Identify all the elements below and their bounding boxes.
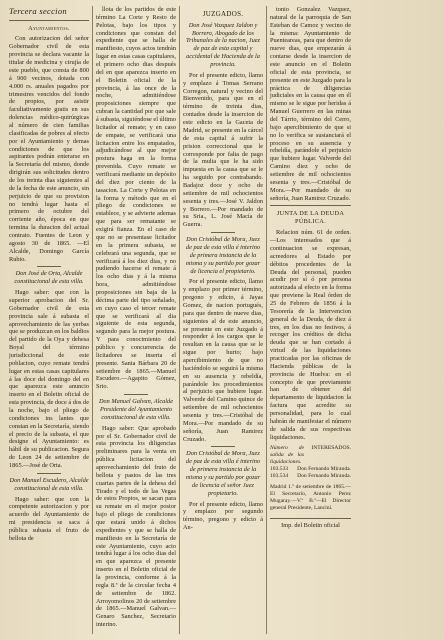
divider [124,394,148,395]
table-row [270,473,351,480]
table-header-row [270,445,351,466]
divider [37,266,61,267]
section-title: Tercera seccion [9,6,67,16]
table-cell-num: 103.533 [270,466,289,473]
notice-paragraph: Por el presente edicto, llamo y emplazo por primer término, pregono y edicto, á Jayas Gomez, de nacion portugués, para que dentro de nueve dias, siguientes al de este anuncio, se presente en este Juzgado á responder á los cargos que le resultan en la causa que se le sigue por hurto; bajo apercibimiento de que no haciéndolo se seguirá la misma en su ausencia y rebeldía, parándole los procedimientos al perjuicio que hubiere lugar. Valverde del Camino quince de setiembre de mil ochocientos sesenta y tres.—Cristóbal de Mora.—Por mandado de su señoría, Juan Ramirez Cruzado. [183,278,263,443]
notice-paragraph: Por el presente edicto, llamo y emplazo por segundo término, pregono y edicto á An- [183,500,263,532]
notice-paragraph: llota de los partidos de este término La Corte y Resto de Pelotas, bajo los tipos y condiciones que constan del expediente que se halla de manifiesto, cuyos actos tendrán lugar en estas casas capitulares, el primero ocho dias después del en que aparezca inserto en el Boletin oficial de la provincia, á las once de la noche, admitiéndose proposiciones siempre que cubran la cantidad por que sale á subasta, siguiéndose el último licitador al remate; y en caso de empate, se verificará una licitacion entre los empatados, adjudicándose al que mejor postura haga en la forma prevenida. Cuyo remate se verificará mediante un depósito del diez por ciento de la tasacion. La Corte y Pelotas en la forma y método que en el pliego de condiciones se establece, y se advierte ademas que para ser rematante se exigirá fianza. En el caso de que no se presentase licitador en la primera subasta, se celebrará una segunda, que se verificará á los diez dias, y no pudiendo hacerse el remate á los ocho dias y á la misma hora, admitiéndose proposiciones sin baja de la décima parte del tipo señalado, en cuyo caso el tercer remate que se verificará al dia siguiente de esta segunda, segundo para la mejor postura. Y para conocimiento del público y concurrencia de licitadores se inserta el presente. Santa Bárbara 20 de setiembre de 1865.—Manuel Escudero.—Agapito Gómez, Srio. [96,6,176,391]
table-footnote: Madrid 1.º de setiembre de 1865.—El Secretario, Antonio Perez Mugaray.—V.º B.º—El Director general Presidente, Lancini. [270,484,351,512]
table-label: Número de salida de las liquidaciones. [270,445,304,466]
notice-paragraph: Hago saber: Que aprobado por el Sr. Gobernador civil de esta provincia los diligencias preliminares para la venta en pública licitacion del aprovechamiento del fruto de bellota y pastos de las tres cuartas partes de la dehesa del Tirado y el todo de las Vegas de estos Propios, se sacan para su remate en el mejor postor bajo el pliego de condiciones que estará unido á dichos expedientes y que se halla de manifiesto en la Secretaría de este Ayuntamiento, cuyo acto tendrá lugar á los ocho dias del en que aparezca el presente inserto en el Boletin oficial de la provincia, conforme á la regla 8.ª de la circular fecha 4 de setiembre de 1862. Arroyomolinos 20 de setiembre de 1865.—Manuel Galvan.—Genaro Sanchez, Secretario interino. [96,424,176,629]
notice-paragraph: Hago saber: que con la competente autorizacion y por acuerdo del Ayuntamiento de mi presidencia se saca á pública subasta el fruto de bellota de [9,495,89,542]
notice-intro: Don Manuel Galvan, Alcalde Presidente del Ayuntamiento constitucional de esta villa. [98,398,174,421]
column-2 [93,6,180,634]
table-body [270,466,351,480]
heading-juzgados: JUZGADOS. [202,10,244,18]
notice-intro: Don Manuel Escudero, Alcalde constitucional de esta villa. [9,476,89,492]
table-row [270,466,351,473]
notice-paragraph: Hago saber: que con la superior aprobacion del Sr. Gobernador civil de esta provincia sale á subasta el aprovechamiento de las yerbas que se produzcan en los baldios del partido de la Oya y dehesa Boyal del término jurisdiccional de este poblacion, cuyo remate tendrá lugar en estas casas capitulares á las doce del domingo del en que aparezca este anuncio inserto en el Boletin oficial de esta provincia, de doce á dos de la noche, bajo el pliego de condiciones ins lantes que constan en la Secretaría, siendo el precio de la subasta, el que designe el Ayuntamiento: es hábil de su publicacion. Segura de Leon 24 de setiembre de 1865.—José de Orta. [9,289,89,470]
heading-ayuntamientos: Ayuntamientos. [28,24,70,32]
table-cell-name: Don Fernando Miranda. [297,473,351,480]
notice-intro: Don Cristóbal de Mora, Juez de paz de esta villa é interino de primera instancia de la misma y su partido por gozar de licencia el señor Juez propietario. [185,450,261,497]
notice-intro: Don José de Orta, Alcalde constitucional de esta villa. [14,270,84,286]
creditors-table [270,445,351,480]
column-1 [6,6,93,634]
table-cell-name: Don Fernando Miranda. [297,466,351,473]
divider [270,205,351,206]
column-3 [180,6,267,634]
notice-paragraph: tonio Gonzalez Vazquez, natural de la parroquia de San Esteban de Camoz y vecino de la misma: Ayuntamiento de Puenteareas, para que dentro de nueve dias, que empezarán á contarse desde la insercion de este anuncio en el Boletin oficial de esta provincia, se presente en este Juzgado para la práctica de diligencias judiciales en la causa que en él mismo se le sigue por heridas á Manuel Guerrero en las minas del Tárrio, término del Cerro, bajo apercibimiento de que si no lo verifica se sustanciará el proceso en su ausencia y rebeldía, parándole el perjuicio que hubiere lugar. Valverde del Camino diez y ocho de setiembre de mil ochocientos sesenta y tres.—Cristóbal de Mora.—Por mandado de su señoría, Juan Ramirez Cruzado. [270,6,351,202]
divider [211,232,235,233]
notice-intro: Don José Vazquez Jaldon y Borrero, Abogado de los Tribunales de la nacion, Juez de paz de esta capital y accidental de Hacienda de la provincia. [186,21,260,69]
divider [211,446,235,447]
columns [6,6,440,634]
table-cell-num: 103.534 [270,473,289,480]
divider [37,473,61,474]
section-rule [9,20,89,21]
notice-paragraph: Relacion núm. 61 de orden.—Los interesados que á continuacion se expresan, acreedores al Estado por débitos procedentes de la Deuda del personal, pueden acudir por sí ó por persona autorizada al efecto en la forma que previene la Real órden de 25 de Febrero de 1856 á la Tesorería de la Intervencion general de la Deuda, de diez á tres, en los dias no festivos, á recoger los créditos de dicha deuda que se han cortado á virtud de las liquidaciones practicadas por las oficinas de Hacienda públicas de la provincia de Huelva: en el concepto de que previamente han de obtener del departamento de liquidacion la factura que acredite su personalidad, para lo cual habrán de manifestar el número de salida de sus respectivas liquidaciones. [270,229,351,441]
heading-junta-deuda: JUNTA DE LA DEUDA PÚBLICA. [276,210,345,226]
column-4 [267,6,354,634]
notice-paragraph: Con autorizacion del señor Gobernador civil de esta provincia se declara vacante la titular de medicina y cirujía de este pueblo, que consta de 800 á 900 vecinos, dotada con 4.000 rs. anuales pagados por trimestres vencidos del fondo de propios, por asistir facultativamente gratis en sus dolencias médico-quirúrgicas al número de cien familias clasificadas de pobres al efecto por el Ayuntamiento y demas condiciones de que los aspirantes podrán enterarse en la Secretaría del mismo, donde dirigirán sus solicitudes dentro de los treinta dias siguientes al de la fecha de este anuncio, sin perjuicio de que su provision no tendrá lugar hasta el primero de octubre del corriente año, época en que termina la duracion del actual contrato. Fuentes de Leon y agosto 30 de 1865. —El Alcalde, Domingo García Rubio. [9,35,89,263]
notice-paragraph: Por el presente edicto, llamo y emplazo á Tomas Serrano Corregon, natural y vecino del Bienvenido, para que en el término de treinta dias, contados desde la insercion de este edicto en la Gaceta de Madrid, se presente en la cárcel de esta capital á sufrir la prision correccional que le corresponde por falta de pago de la multa que le ha sido impuesta en la causa que se le ha seguido por contrabando. Badajoz doce y ocho de setiembre de mil ochocientos sesenta y tres.—José V. Jaldon y Borrero.—Por mandado de su Sria., L. José Macía de Guerra. [183,71,263,229]
table-header: INTERESADOS. [311,445,351,452]
imprint-line: Imp. del Boletin oficial [270,518,351,530]
notice-intro: Don Cristóbal de Mora, Juez de paz de esta villa é interino de primera instancia de la misma y su partido por gozar de licencia el propietario. [185,236,261,275]
